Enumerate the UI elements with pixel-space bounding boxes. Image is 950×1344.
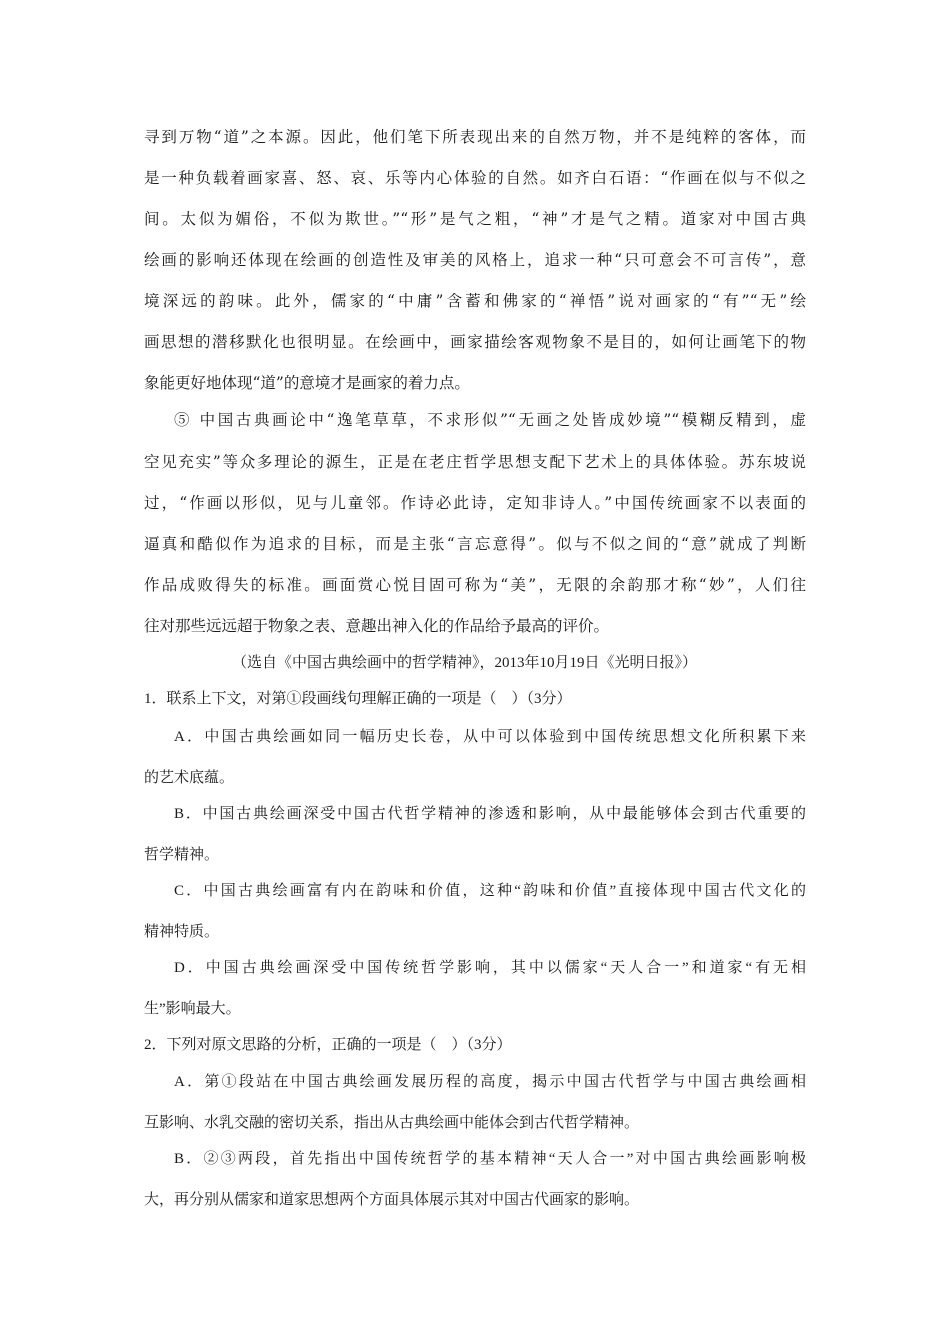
passage-line: 逼真和酷似作为追求的目标，而是主张“言忘意得”。似与不似之间的“意”就成了判断 <box>144 535 806 553</box>
question-1-stem: 1．联系上下文，对第①段画线句理解正确的一项是（ ）（3分） <box>144 691 572 707</box>
question-1-option-a-cont: 的艺术底蕴。 <box>144 770 235 786</box>
passage-line: 象能更好地体现“道”的意境才是画家的着力点。 <box>144 374 470 392</box>
passage-line: 境深远的韵味。此外，儒家的“中庸”含蓄和佛家的“禅悟”说对画家的“有”“无”绘 <box>144 292 806 310</box>
passage-line: 空见充实”等众多理论的源生，正是在老庄哲学思想支配下艺术上的具体体验。苏东坡说 <box>144 453 806 471</box>
question-1-option-c: C．中国古典绘画富有内在韵味和价值，这种“韵味和价值”直接体现中国古代文化的 <box>174 883 806 899</box>
passage-line: ⑤ 中国古典画论中“逸笔草草，不求形似”“无画之处皆成妙境”“模糊反精到，虚 <box>174 411 806 429</box>
passage-line: 过，“作画以形似，见与儿童邻。作诗必此诗，定知非诗人。”中国传统画家不以表面的 <box>144 494 806 512</box>
passage-line: 画思想的潜移默化也很明显。在绘画中，画家描绘客观物象不是目的，如何让画笔下的物 <box>144 333 806 351</box>
question-1-option-d-cont: 生”影响最大。 <box>144 1001 241 1017</box>
question-1-option-b-cont: 哲学精神。 <box>144 847 220 863</box>
question-1-option-b: B．中国古典绘画深受中国古代哲学精神的渗透和影响，从中最能够体会到古代重要的 <box>174 806 806 822</box>
question-1-option-d: D．中国古典绘画深受中国传统哲学影响，其中以儒家“天人合一”和道家“有无相 <box>174 960 806 976</box>
question-2-option-a-cont: 互影响、水乳交融的密切关系，指出从古典绘画中能体会到古代哲学精神。 <box>144 1115 640 1131</box>
passage-line: 往对那些远远超于物象之表、意趣出神入化的作品给予最高的评价。 <box>144 617 610 635</box>
question-2-option-b-cont: 大，再分别从儒家和道家思想两个方面具体展示其对中国古代画家的影响。 <box>144 1192 640 1208</box>
question-1-option-a: A．中国古典绘画如同一幅历史长卷，从中可以体验到中国传统思想文化所积累下来 <box>174 729 806 745</box>
passage-line: 寻到万物“道”之本源。因此，他们笔下所表现出来的自然万物，并不是纯粹的客体，而 <box>144 128 806 146</box>
passage-line: 作品成败得失的标准。画面赏心悦目固可称为“美”，无限的余韵那才称“妙”，人们往 <box>144 576 806 594</box>
passage-line: 是一种负载着画家喜、怒、哀、乐等内心体验的自然。如齐白石语：“作画在似与不似之 <box>144 169 806 187</box>
question-2-option-a: A．第①段站在中国古典绘画发展历程的高度，揭示中国古代哲学与中国古典绘画相 <box>174 1074 806 1090</box>
question-2-stem: 2．下列对原文思路的分析，正确的一项是（ ）（3分） <box>144 1037 512 1053</box>
passage-line: 绘画的影响还体现在绘画的创造性及审美的风格上，追求一种“只可意会不可言传”，意 <box>144 251 806 269</box>
source-citation: （选自《中国古典绘画中的哲学精神》，2013年10月19日《光明日报》） <box>232 655 698 671</box>
question-2-option-b: B．②③两段，首先指出中国传统哲学的基本精神“天人合一”对中国古典绘画影响极 <box>174 1151 806 1167</box>
passage-line: 间。太似为媚俗，不似为欺世。”“形”是气之粗，“神”才是气之精。道家对中国古典 <box>144 210 806 228</box>
question-1-option-c-cont: 精神特质。 <box>144 924 220 940</box>
